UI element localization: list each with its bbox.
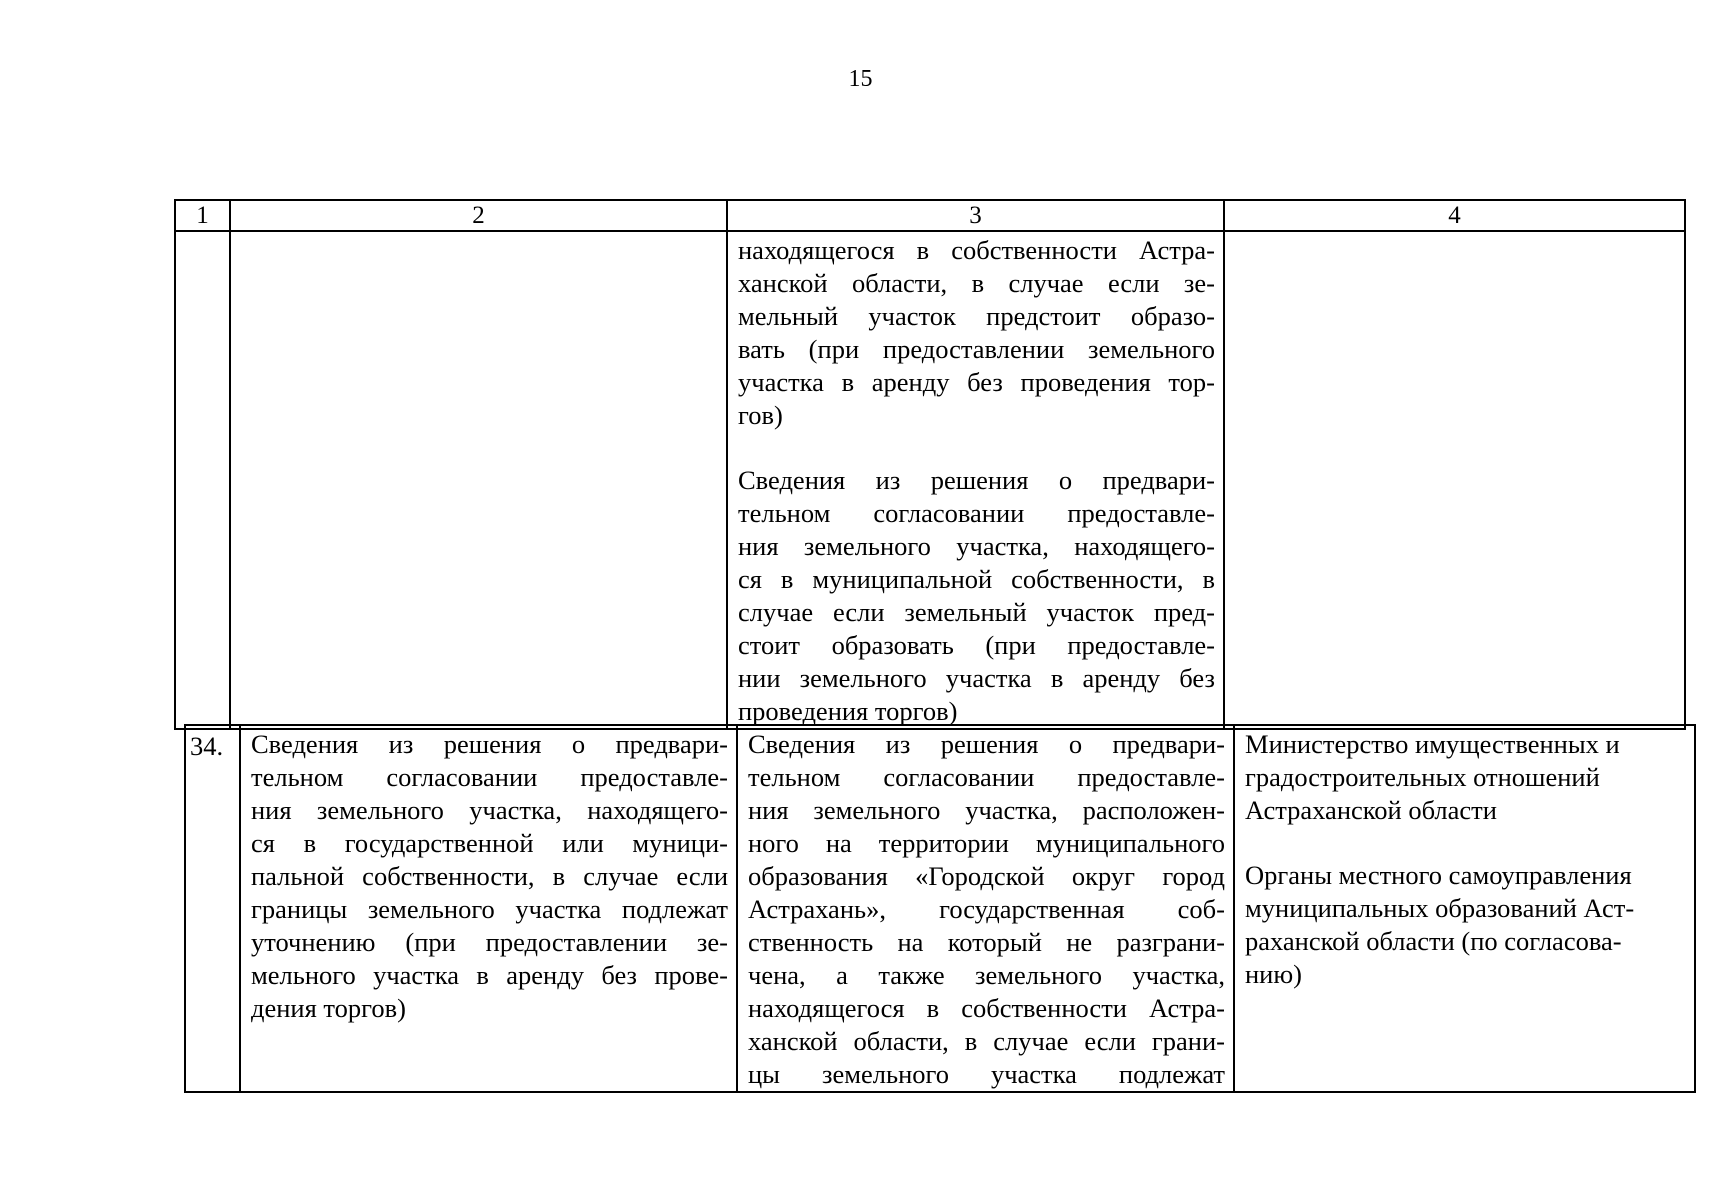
text-line: мельный участок предстоит образо- (738, 301, 1215, 331)
text-line: пальной собственности, в случае если (251, 861, 728, 891)
text-line: Сведения из решения о предвари- (738, 465, 1215, 495)
text-line: Министерство имущественных и (1245, 729, 1620, 759)
text-line: ственность на который не разграни- (748, 927, 1225, 957)
header-col-3: 3 (727, 200, 1224, 231)
text-line: уточнению (при предоставлении зе- (251, 927, 728, 957)
table-row-34 (185, 725, 1695, 1092)
continued-table (174, 199, 1686, 730)
text-line: границы земельного участка подлежат (251, 894, 728, 924)
header-col-4: 4 (1224, 200, 1685, 231)
col3-paragraph-2 (738, 464, 1215, 728)
text-line: нию) (1245, 959, 1302, 989)
paragraph-gap (1245, 827, 1686, 859)
text-line: ния земельного участка, находящего- (738, 531, 1215, 561)
text-line: цы земельного участка подлежат (748, 1059, 1225, 1089)
row-34-col4-cell (1234, 725, 1695, 1092)
text-line: Сведения из решения о предвари- (748, 729, 1225, 759)
text-line: ния земельного участка, находящего- (251, 795, 728, 825)
page-number: 15 (848, 66, 873, 92)
text-line: образования «Городской округ город (748, 861, 1225, 891)
row-34-col2-cell (240, 725, 737, 1092)
row-34-number: 34. (185, 725, 240, 1092)
text-line: находящегося в собственности Астра- (748, 993, 1225, 1023)
text-line: Астрахань», государственная соб- (748, 894, 1225, 924)
table-header-row (175, 200, 1685, 231)
text-line: муниципальных образований Аст- (1245, 893, 1635, 923)
text-line: нии земельного участка в аренду без (738, 663, 1215, 693)
text-line: Органы местного самоуправления (1245, 860, 1632, 890)
text-line: ся в государственной или муници- (251, 828, 728, 858)
continued-row-col2-cell (230, 231, 727, 729)
text-line: стоит образовать (при предоставле- (738, 630, 1215, 660)
col4-paragraph-1 (1245, 728, 1686, 827)
text-line: гов) (738, 400, 783, 430)
col4-paragraph-2 (1245, 859, 1686, 991)
text-line: ханской области, в случае если грани- (748, 1026, 1225, 1056)
continued-row (175, 231, 1685, 729)
text-line: ния земельного участка, расположен- (748, 795, 1225, 825)
text-line: мельного участка в аренду без прове- (251, 960, 728, 990)
text-line: тельном согласовании предоставле- (738, 498, 1215, 528)
row-34-col3-cell (737, 725, 1234, 1092)
continued-row-col3-cell (727, 231, 1224, 729)
paragraph-gap (738, 432, 1215, 464)
col3-paragraph-1 (738, 234, 1215, 432)
text-line: Астраханской области (1245, 795, 1497, 825)
text-line: участка в аренду без проведения тор- (738, 367, 1215, 397)
text-line: Сведения из решения о предвари- (251, 729, 728, 759)
row-34-table (184, 724, 1696, 1093)
text-line: ханской области, в случае если зе- (738, 268, 1215, 298)
continued-row-number-cell (175, 231, 230, 729)
text-line: ного на территории муниципального (748, 828, 1225, 858)
continued-row-col4-cell (1224, 231, 1685, 729)
text-line: тельном согласовании предоставле- (251, 762, 728, 792)
text-line: ся в муниципальной собственности, в (738, 564, 1215, 594)
text-line: градостроительных отношений (1245, 762, 1600, 792)
header-col-2: 2 (230, 200, 727, 231)
header-col-1: 1 (175, 200, 230, 231)
text-line: вать (при предоставлении земельного (738, 334, 1215, 364)
text-line: находящегося в собственности Астра- (738, 235, 1215, 265)
text-line: чена, а также земельного участка, (748, 960, 1225, 990)
text-line: раханской области (по согласова- (1245, 926, 1622, 956)
text-line: тельном согласовании предоставле- (748, 762, 1225, 792)
text-line: дения торгов) (251, 993, 406, 1023)
text-line: случае если земельный участок пред- (738, 597, 1215, 627)
text-line: проведения торгов) (738, 696, 958, 726)
